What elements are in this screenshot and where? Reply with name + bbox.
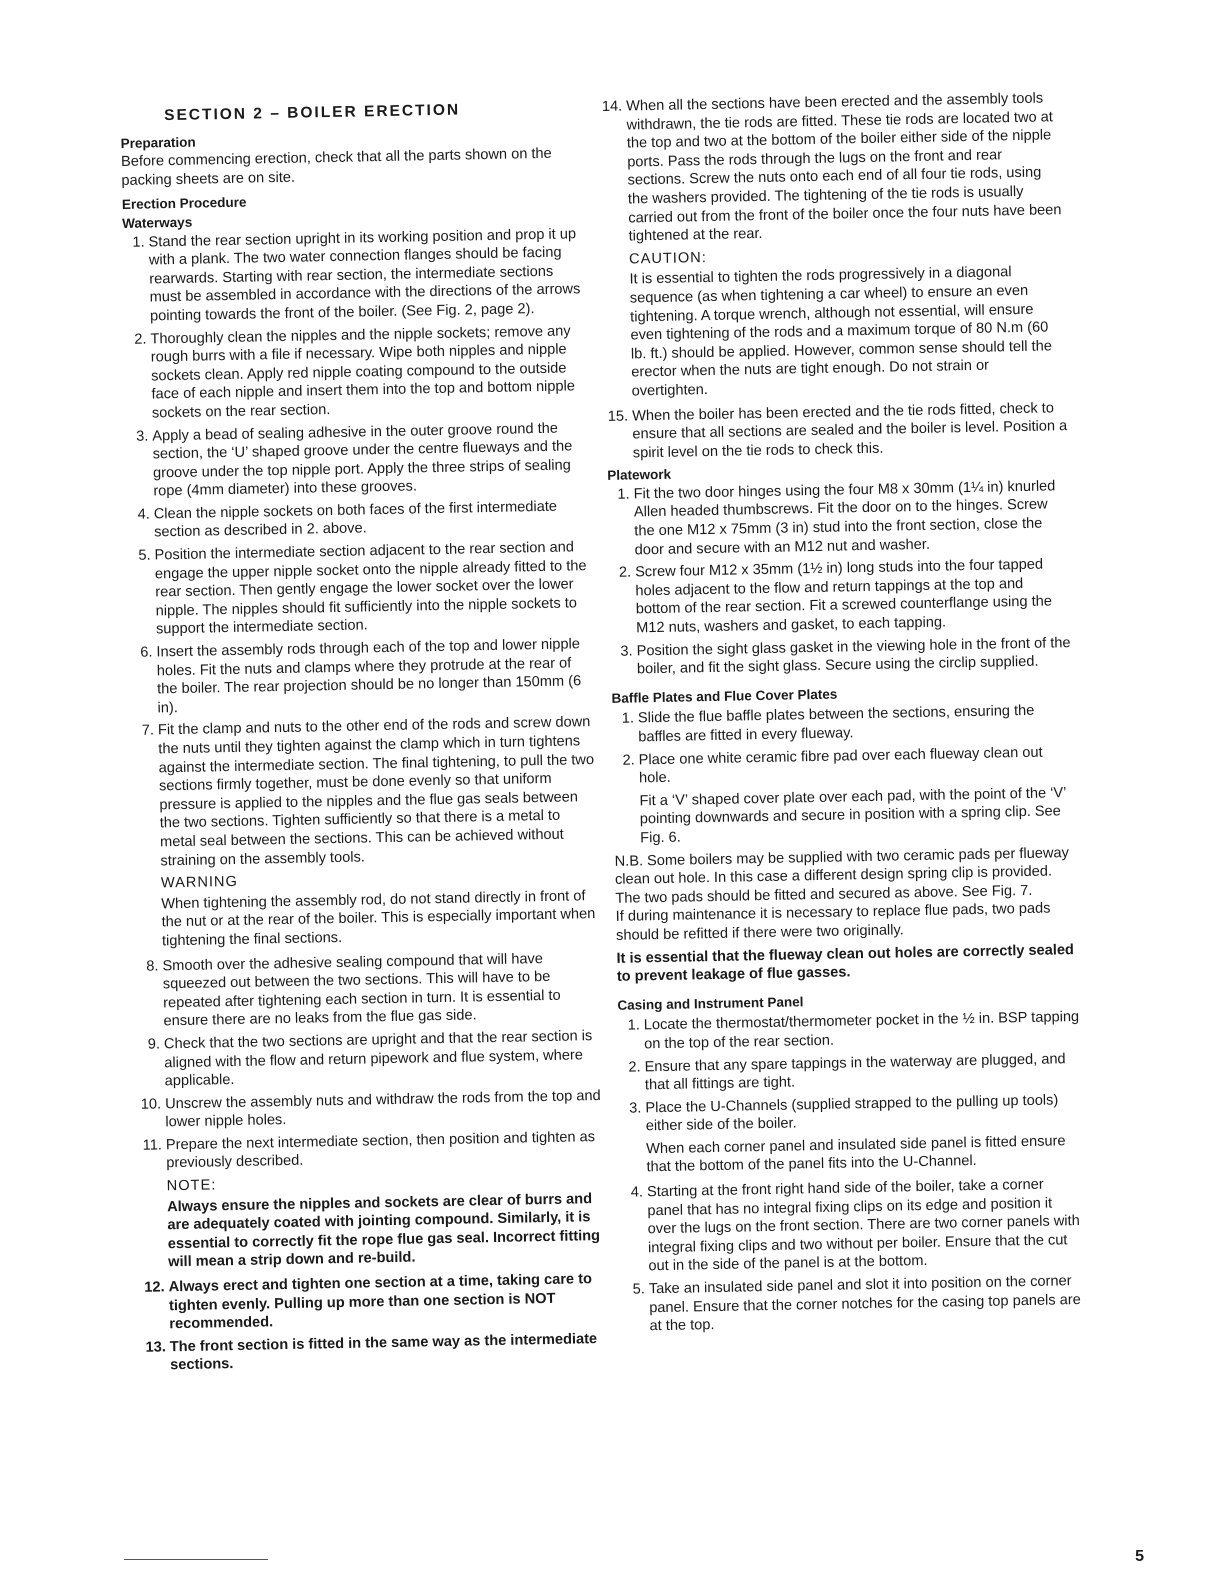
step-text: Smooth over the adhesive sealing compound that will have squeezed out between the two sections. This will have to be repeated after tightening each section in turn. It is essential to ensure there are no leaks from the flue gas side. xyxy=(162,950,561,1030)
list-item xyxy=(600,89,1065,247)
step-text: Take an insulated side panel and slot it into position on the corner panel. Ensure that the corner notches for the casing top panels are at the top. xyxy=(648,1273,1081,1335)
u-channel-text: When each corner panel and insulated side panel is fitted ensure that the bottom of the panel fits into the U-Channel. xyxy=(646,1133,1066,1176)
step-number: 1. xyxy=(132,234,145,251)
cover-plate-text: Fit a ‘V’ shaped cover plate over each pad, with the point of the ‘V’ pointing downwards and secure in position with a spring clip. See Fig. 6. xyxy=(639,784,1067,847)
step-text: Place one white ceramic fibre pad over each flueway clean out hole. xyxy=(638,744,1043,787)
step-text: Locate the thermostat/thermometer pocket in the ½ in. BSP tapping on the top of the rear section. xyxy=(643,1009,1080,1053)
preparation-text: Before commencing erection, check that all the parts shown on the packing sheets are on site. xyxy=(120,145,552,189)
step-number: 3. xyxy=(620,643,633,660)
step-number: 4. xyxy=(630,1184,644,1201)
step-number: 1. xyxy=(627,1017,640,1034)
list-item xyxy=(623,1272,1086,1337)
baffle-heading: Baffle Plates and Flue Cover Plates xyxy=(611,686,838,706)
list-item xyxy=(128,538,592,640)
step-text: Always erect and tighten one section at a time, taking care to tighten evenly. Pulling up more than one section is NOT recommended. xyxy=(168,1271,593,1333)
step-text: Unscrew the assembly nuts and withdraw the rods from the top and lower nipple holes. xyxy=(164,1087,601,1131)
step-number: 3. xyxy=(135,428,149,445)
erection-heading: Erection Procedure xyxy=(121,194,247,213)
step-text: Insert the assembly rods through each of the top and lower nipple holes. Fit the nuts and clamps where they protrude at the rear of the boiler. The rear projection should be no longer than 150mm (6 in). xyxy=(156,636,582,717)
step-number: 6. xyxy=(140,644,153,661)
step-number: 4. xyxy=(137,506,150,523)
list-item xyxy=(607,477,1070,560)
tie-rod-steps xyxy=(600,89,1065,247)
list-item xyxy=(609,555,1072,638)
step-number: 5. xyxy=(138,547,151,564)
waterways-steps-2 xyxy=(136,949,602,1174)
step-number: 1. xyxy=(617,486,630,503)
platework-steps xyxy=(607,477,1073,680)
step-number: 2. xyxy=(628,1058,641,1076)
note-text: Always ensure the nipples and sockets are clear of burrs and are adequately coated with jointing compound. Similarly, it is essential to correctly fit the rope flue gas seal. Incorrect fitting will mean a strip down and re-build. xyxy=(166,1190,601,1271)
step-text: Starting at the front right hand side of the boiler, take a corner panel that has no integral fixing clips on its edge and position it over the lugs on the front section. There are two corner panels with integral fixing clips and two without per boiler. Ensure that the cut out in the side of the panel is at the bottom. xyxy=(646,1176,1080,1275)
page-number: 5 xyxy=(1135,1548,1144,1565)
list-item xyxy=(612,701,1075,747)
step-number: 13. xyxy=(145,1339,166,1356)
list-item xyxy=(621,1175,1085,1277)
list-item xyxy=(126,419,589,502)
casing-steps-2 xyxy=(621,1175,1086,1337)
step-number: 5. xyxy=(632,1281,646,1298)
waterways-steps xyxy=(122,225,596,871)
step-text: Screw four M12 x 35mm (1½ in) long studs into the four tapped holes adjacent to the flow and return tappings at the top and bottom of the rear section. Fit a screwed counterflange using the M12 nuts, washers and gasket, to each tapping. xyxy=(634,556,1053,637)
list-item xyxy=(122,225,586,327)
list-item xyxy=(144,1330,607,1376)
list-item xyxy=(606,399,1069,464)
list-item xyxy=(618,1008,1081,1054)
list-item xyxy=(610,634,1073,680)
step-text: Check that the two sections are upright and that the rear section is aligned with the flow and return pipework and flue system, where applicable. xyxy=(163,1028,593,1090)
casing-heading: Casing and Instrument Panel xyxy=(617,993,804,1013)
waterways-steps-3 xyxy=(142,1270,606,1376)
step-text: Place the U-Channels (supplied strapped to the pulling up tools) either side of the boiler. xyxy=(645,1092,1059,1135)
step-text: Ensure that any spare tappings in the waterway are plugged, and that all fittings are tight. xyxy=(644,1050,1066,1094)
baffle-steps xyxy=(612,701,1075,788)
note-label: NOTE: xyxy=(166,1177,217,1195)
step-text: Slide the flue baffle plates between the sections, ensuring the baffles are fitted in every flueway. xyxy=(637,703,1035,746)
list-item xyxy=(142,1270,605,1335)
list-item xyxy=(130,635,593,718)
step-number: 1. xyxy=(621,710,635,728)
step-number: 14. xyxy=(601,98,623,115)
list-item xyxy=(619,1091,1082,1137)
level-check-steps xyxy=(606,399,1069,464)
step-number: 10. xyxy=(140,1096,162,1113)
list-item xyxy=(140,1128,603,1174)
essential-text: It is essential that the flueway clean out holes are correctly sealed to prevent leakage of flue gasses. xyxy=(616,941,1075,985)
list-item xyxy=(132,713,597,871)
step-number: 11. xyxy=(142,1137,163,1154)
nb-text: N.B. Some boilers may be supplied with two ceramic pads per flueway clean out hole. In this case a different design spring clip is provided. The two pads should be fitted and secured as above. See Fig. 7. xyxy=(614,844,1069,907)
caution-label: CAUTION: xyxy=(628,249,707,268)
list-item xyxy=(124,322,588,424)
list-item xyxy=(136,949,599,1032)
step-text: Stand the rear section upright in its working position and prop it up with a plank. The two water connection flanges should be facing rearwards. Starting with rear section, the intermediate sections must be assembled in accordance with the directions of the arrows pointing towards the front of the boiler. (See Fig. 2, page 2). xyxy=(148,225,581,325)
casing-steps xyxy=(618,1008,1082,1136)
list-item xyxy=(613,743,1076,789)
list-item xyxy=(128,497,591,543)
maintenance-text: If during maintenance it is necessary to replace flue pads, two pads should be refitted if there were two originally. xyxy=(615,900,1051,944)
step-number: 2. xyxy=(622,752,635,769)
warning-text: When tightening the assembly rod, do not stand directly in front of the nut or at the rear of the boiler. This is especially important when tightening the final sections. xyxy=(161,887,596,950)
left-column xyxy=(120,99,606,1380)
step-text: Clean the nipple sockets on both faces of the first intermediate section as described in 2. above. xyxy=(153,498,558,541)
step-text: Fit the two door hinges using the four M8 x 30mm (1¼ in) knurled Allen headed thumbscrews. Fit the door on to the hinges. Screw the one M12 x 75mm (3 in) stud into the front section, close the door and secure with an M12 nut and washer. xyxy=(633,478,1056,559)
step-number: 3. xyxy=(629,1100,642,1117)
step-text: Fit the clamp and nuts to the other end of the rods and screw down the nuts until they tighten against the clamp which in turn tightens against the intermediate section. The final tightening, to pull the two sections firmly together, must be done evenly so that uniform pressure is applied to the nipples and the flue gas seals between the two sections. Tighten sufficiently so that there is a metal to metal seal between the sections. This can be achieved without straining on the assembly tools. xyxy=(157,714,595,869)
step-number: 15. xyxy=(607,408,629,425)
caution-text: It is essential to tighten the rods progressively in a diagonal sequence (as when tightening a car wheel) to ensure an even tightening. A torque wrench, although not essential, will ensure even tightening of the rods and a maximum torque of 80 N.m (60 lb. ft.) should be applied. However, common sense should tell the erector when the nuts are tight enough. Do not strain or overtighten. xyxy=(629,264,1053,400)
list-item xyxy=(138,1027,601,1092)
step-text: Position the sight glass gasket in the viewing hole in the front of the boiler, and fit the sight glass. Secure using the circlip supplied. xyxy=(636,634,1071,678)
step-number: 2. xyxy=(134,331,147,348)
step-text: Position the intermediate section adjacent to the rear section and engage the upper nipple socket onto the nipple already fitted to the rear section. Then gently engage the lower socket over the lower nipple. The nipples should fit sufficiently into the nipple sockets to support the intermediate section. xyxy=(154,539,587,638)
step-number: 9. xyxy=(147,1036,161,1053)
step-text: When the boiler has been erected and the tie rods fitted, check to ensure that all sections are sealed and the boiler is level. Position a spirit level on the tie rods to check this. xyxy=(631,399,1068,462)
step-number: 7. xyxy=(141,722,155,740)
preparation-heading: Preparation xyxy=(120,134,196,151)
step-text: Prepare the next intermediate section, then position and tighten as previously described. xyxy=(165,1128,596,1172)
list-item xyxy=(618,1049,1081,1095)
step-text: When all the sections have been erected and the assembly tools withdrawn, the tie rods are fitted. These tie rods are located two at the top and two at the bottom of the boiler either side of the nipple ports. Pass the rods through the lugs on the front and rear sections. Screw the nuts onto each end of all four tie rods, using the washers provided. The tightening of the tie rods is usually carried out from the front of the boiler once the four nuts have been tightened at the rear. xyxy=(626,90,1062,245)
step-number: 8. xyxy=(146,957,159,975)
step-text: The front section is fitted in the same way as the intermediate sections. xyxy=(169,1330,598,1374)
step-text: Apply a bead of sealing adhesive in the outer groove round the section, the ‘U’ shaped groove under the centre flueways and the groove under the top nipple port. Apply the three strips of sealing rope (4mm diameter) into these grooves. xyxy=(152,420,573,500)
warning-label: WARNING xyxy=(160,874,239,892)
step-number: 2. xyxy=(618,564,632,581)
section-title: SECTION 2 – BOILER ERECTION xyxy=(163,101,461,125)
waterways-heading: Waterways xyxy=(122,214,193,231)
step-text: Thoroughly clean the nipples and the nipple sockets; remove any rough burrs with a file if necessary. Wipe both nipples and nipple sockets clean. Apply red nipple coating compound to the outside face of each nipple and insert them into the top and bottom nipple sockets on the rear section. xyxy=(150,322,576,422)
step-number: 12. xyxy=(144,1279,165,1296)
right-column xyxy=(600,89,1086,1340)
list-item xyxy=(139,1087,602,1133)
platework-heading: Platework xyxy=(607,466,672,484)
footer-rule xyxy=(124,1559,268,1560)
